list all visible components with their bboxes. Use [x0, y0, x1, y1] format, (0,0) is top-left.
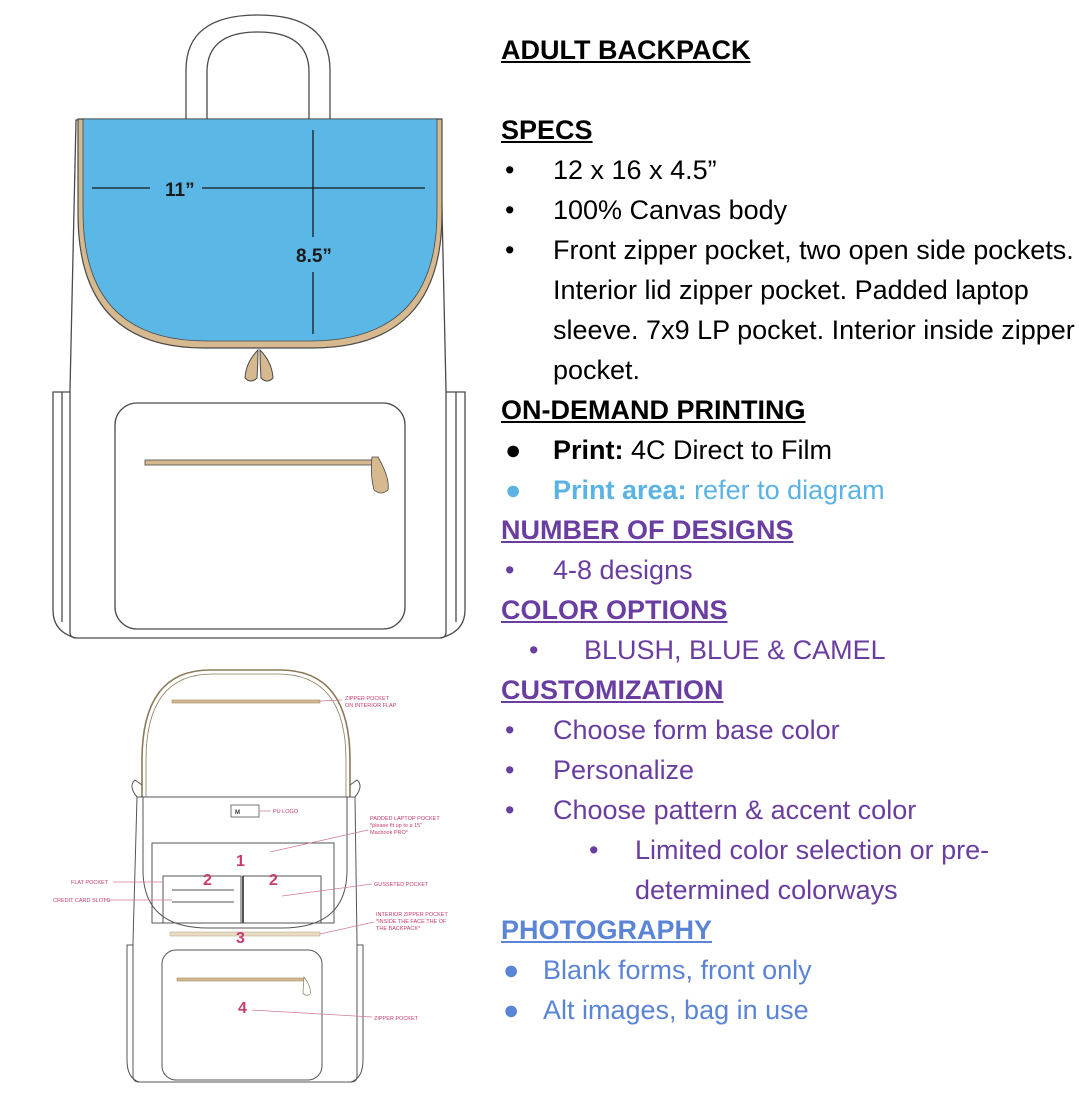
list-item: ● Print area: refer to diagram	[505, 475, 885, 505]
color-options-item-text: BLUSH, BLUE & CAMEL	[584, 635, 886, 665]
printing-list	[501, 430, 1086, 510]
pocket-number-4: 4	[238, 1000, 247, 1017]
customization-list	[501, 710, 1086, 910]
print-area-label: Print area:	[553, 475, 687, 505]
annotation-flat-pocket: FLAT POCKET	[71, 880, 109, 886]
color-options-heading: COLOR OPTIONS	[501, 595, 728, 625]
width-dimension-label: 11”	[165, 180, 195, 201]
designs-item-text: 4-8 designs	[553, 555, 693, 585]
backpack-diagrams	[0, 0, 500, 1098]
pocket-number-2-gusseted: 2	[269, 872, 278, 889]
interior-zipper-pocket-zipper	[170, 932, 320, 936]
photography-item-text: Alt images, bag in use	[543, 995, 809, 1025]
pu-logo-mark: M	[235, 810, 240, 816]
customization-item-text: Choose form base color	[553, 715, 840, 745]
print-label: Print:	[553, 435, 624, 465]
customization-item-text: Choose pattern & accent color	[553, 795, 917, 825]
annotation-padded-laptop-line3: Macbook PRO*	[370, 830, 408, 836]
page-title: ADULT BACKPACK	[501, 35, 751, 65]
interior-front-pocket-zipper-pull	[303, 977, 310, 995]
specs-item-text: 100% Canvas body	[553, 195, 788, 225]
annotation-zipper-pocket: ZIPPER POCKET	[374, 1016, 419, 1022]
height-dimension-label: 8.5”	[296, 246, 332, 267]
printing-heading: ON-DEMAND PRINTING	[501, 395, 806, 425]
photography-list	[501, 950, 1086, 1030]
annotation-padded-laptop-line1: PADDED LAPTOP POCKET	[370, 816, 440, 822]
annotation-interior-zipper-line1: INTERIOR ZIPPER POCKET	[376, 912, 448, 918]
customization-heading: CUSTOMIZATION	[501, 675, 724, 705]
spec-panel	[501, 30, 1086, 1030]
annotation-gusseted-pocket: GUSSETED POCKET	[374, 882, 429, 888]
list-item: • Personalize	[505, 755, 695, 785]
annotation-padded-laptop-line2: *please fit up to a 15"	[370, 823, 423, 829]
list-item: • 4-8 designs	[505, 555, 693, 585]
specs-list	[501, 150, 1086, 390]
list-item: • BLUSH, BLUE & CAMEL	[529, 635, 886, 665]
specs-item-text: Front zipper pocket, two open side pockets. Interior lid zipper pocket. Padded laptop sleeve. 7x9 LP pocket. Interior inside zipper pocket.	[553, 235, 1075, 385]
interior-front-pocket-zipper	[177, 978, 305, 981]
customization-item-text: Personalize	[553, 755, 695, 785]
print-value: 4C Direct to Film	[623, 435, 833, 465]
photography-item-text: Blank forms, front only	[543, 955, 812, 985]
flap-interior-zipper	[172, 700, 320, 703]
photography-heading: PHOTOGRAPHY	[501, 915, 713, 945]
annotation-interior-zipper-line3: THE BACKPACK*	[376, 926, 421, 932]
front-pocket-zipper-pull	[371, 457, 388, 493]
list-item: • 100% Canvas body	[505, 195, 788, 225]
customization-subitem-text: Limited color selection or pre-determined colorways	[635, 835, 990, 905]
list-item: • 12 x 16 x 4.5”	[505, 155, 717, 185]
list-item: ● Alt images, bag in use	[503, 995, 809, 1025]
list-item: • Choose form base color	[505, 715, 840, 745]
list-item: ● Blank forms, front only	[503, 955, 812, 985]
annotation-zipper-pocket-flap-line2: ON INTERIOR FLAP	[345, 703, 397, 709]
annotation-interior-zipper-line2: *INSIDE THE FACE THE OF	[376, 919, 447, 925]
flap-zipper-pulls	[245, 350, 273, 381]
flap-print-area	[83, 119, 437, 341]
annotation-credit-card-slots: CREDIT CARD SLOTS	[53, 898, 111, 904]
pocket-number-1: 1	[236, 853, 245, 870]
interior-view-diagram	[127, 670, 363, 1082]
specs-item-text: 12 x 16 x 4.5”	[553, 155, 717, 185]
pocket-number-2-flat: 2	[203, 872, 212, 889]
pocket-number-3: 3	[236, 930, 245, 947]
designs-list	[501, 550, 1086, 590]
front-pocket-zipper	[145, 460, 375, 465]
annotation-zipper-pocket-flap-line1: ZIPPER POCKET	[345, 696, 390, 702]
designs-heading: NUMBER OF DESIGNS	[501, 515, 794, 545]
annotation-pu-logo: PU LOGO	[273, 809, 299, 815]
specs-heading: SPECS	[501, 115, 593, 145]
list-item: • Choose pattern & accent color	[505, 795, 917, 825]
color-options-list	[501, 630, 1086, 670]
list-item: • Limited color selection or pre-determined colorways	[589, 835, 990, 905]
list-item: ● Print: 4C Direct to Film	[505, 435, 833, 465]
print-area-value: refer to diagram	[686, 475, 885, 505]
list-item: • Front zipper pocket, two open side pockets. Interior lid zipper pocket. Padded laptop sleeve. 7x9 LP pocket. Interior inside zipper pocket.	[505, 235, 1075, 385]
